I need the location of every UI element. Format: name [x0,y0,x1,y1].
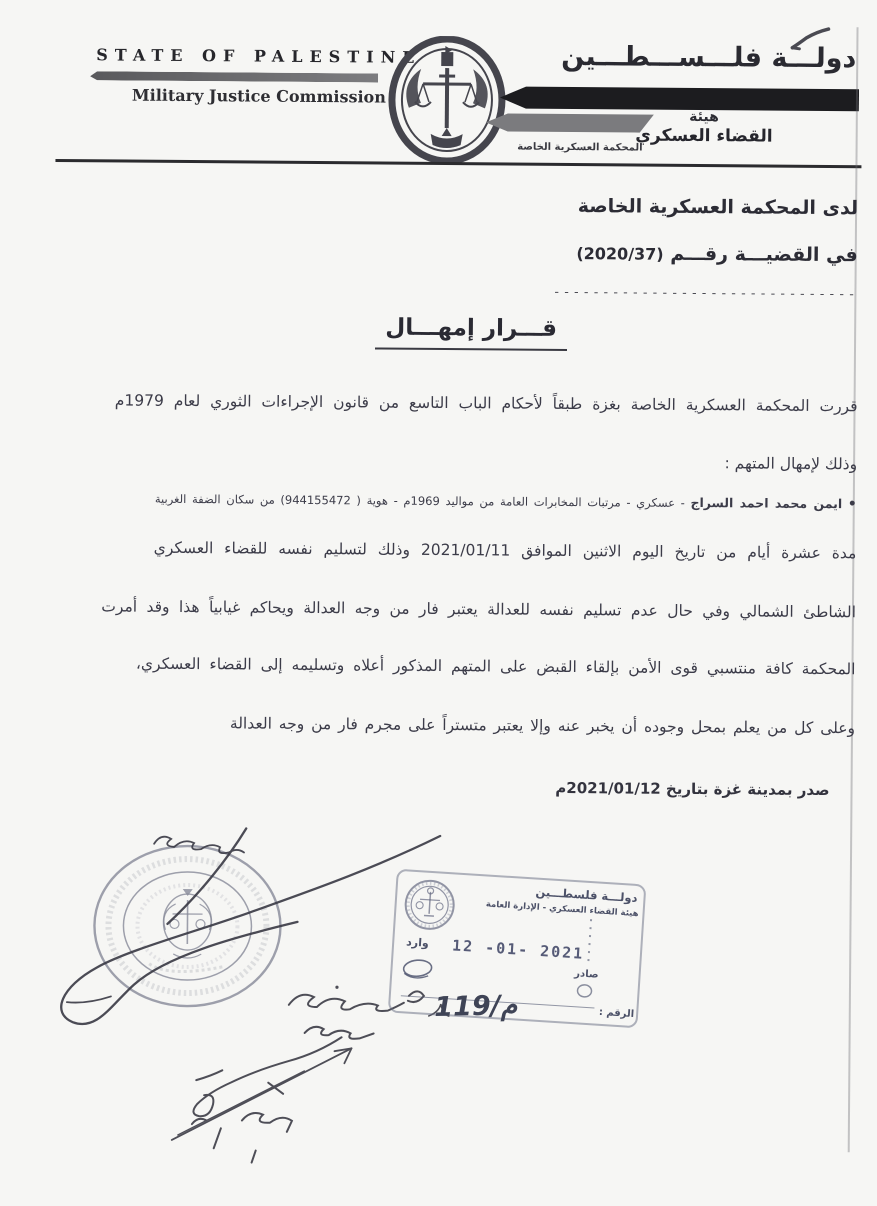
issued-line: صدر بمدينة غزة بتاريخ 2021/01/12م [555,778,830,800]
registry-stamp-outgoing-label: صادر [573,968,599,981]
header-authority-line2: القضاء العسكري [635,125,773,147]
body-paragraph-4: الشاطئ الشمالي وفي حال عدم تسليم نفسه للعدالة يعتبر فار من وجه العدالة ويحاكم غيابياً هذا وقد أمرت [101,597,857,622]
registry-number-handwritten: م/119 [433,990,518,1023]
dashed-divider: ------------------------------- [552,284,858,303]
bullet-icon: • [847,496,857,513]
accused-details: - عسكري - مرتبات المخابرات العامة من مواليد 1969م - هوية ( 944155472) من سكان الضفة الغربية [154,491,685,510]
registry-stamp-emblem-icon [401,876,458,933]
registry-stamp-incoming-label: وارد [405,935,430,950]
body-paragraph-6: وعلى كل من يعلم بمحل وجوده أن يخبر عنه وإلا يعتبر متستراً على مجرم فار من وجه العدالة [229,714,856,738]
registry-stamp-organization: هيئة القضاء العسكري - الإدارة العامة [485,899,639,920]
dotted-column-icon [581,917,598,968]
case-number-line [576,242,858,266]
decision-title: قـــرار إمهـــال [375,314,567,351]
body-paragraph-5: المحكمة كافة منتسبي قوى الأمن بإلقاء القبض على المتهم المذكور أعلاه وتسليمه إلى القضاء العسكري، [135,654,856,679]
body-paragraph-3: مدة عشرة أيام من تاريخ اليوم الاثنين الموافق 2021/01/11 وذلك لتسليم نفسه للقضاء العسكري [153,538,857,563]
registry-stamp-date: 12 -01- 2021 [451,936,585,963]
header-title-en: STATE OF PALESTINE [96,45,422,67]
decision-title-wrap [354,314,588,351]
header-state-ar: دولـــة فلـــســـطـــين [561,40,857,75]
judge-signature [61,827,440,1027]
accused-bullet-line [155,491,857,513]
registry-stamp [388,869,647,1029]
incoming-scribble-circle-icon [398,955,438,983]
scan-edge-line [848,27,859,1152]
case-number-value: (2020/37) [576,244,664,264]
case-number-prefix: في القضيـــة رقـــم [670,242,858,267]
header-court-name-small: المحكمة العسكرية الخاصة [517,141,643,154]
header-subtitle-en: Military Justice Commission [131,85,386,107]
outgoing-circle-icon [575,982,594,999]
accused-name: ايمن محمد احمد السراج [690,494,843,512]
case-court-line: لدى المحكمة العسكرية الخاصة [577,195,859,220]
header-gray-bar [90,71,378,82]
round-stamp-icon [94,845,281,1006]
registry-stamp-state: دولـــة فلسطـــين [535,884,638,906]
header-authority-line1: هيئة [689,108,719,126]
registry-number-label: الرقم : [598,1006,635,1021]
body-paragraph-2: وذلك لإمهال المتهم : [724,454,858,474]
pen-checkmark-icon [788,25,832,55]
body-paragraph-1: قررت المحكمة العسكرية الخاصة بغزة طبقاً لأحكام الباب التاسع من قانون الإجراءات الثوري لعام 1979م [114,391,858,416]
